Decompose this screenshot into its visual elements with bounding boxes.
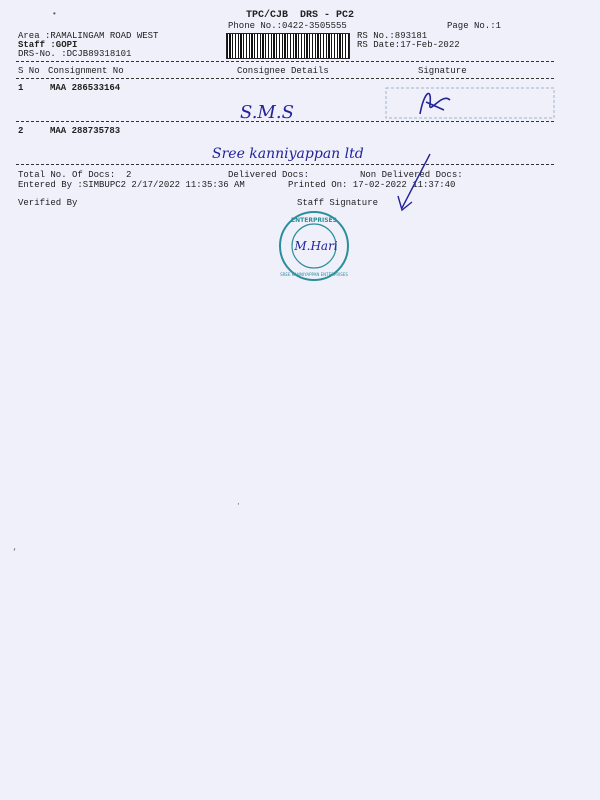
staff-field: Staff :GOPI — [18, 40, 78, 50]
speck-mark: · — [236, 500, 241, 509]
phone-number: Phone No.:0422-3505555 — [228, 21, 347, 31]
col-s-no: S No — [18, 66, 40, 76]
row-consignment-no: MAA 286533164 — [50, 83, 121, 93]
entered-by: Entered By :SIMBUPC2 2/17/2022 11:35:36 AM — [18, 180, 245, 190]
area-field: Area :RAMALINGAM ROAD WEST — [18, 31, 159, 41]
pen-arrow — [392, 150, 442, 216]
company-stamp — [278, 210, 350, 282]
rs-number: RS No.:893181 — [357, 31, 428, 41]
page-number: Page No.:1 — [447, 21, 502, 31]
drs-number: DRS-No. :DCJB89318101 — [18, 49, 132, 59]
stamp-signature: M.Hari — [294, 239, 338, 253]
non-delivered-docs: Non Delivered Docs: — [360, 170, 463, 180]
header-bottom-rule — [16, 78, 554, 79]
barcode — [226, 33, 350, 59]
col-consignment: Consignment No — [48, 66, 124, 76]
rs-date: RS Date:17-Feb-2022 — [357, 40, 460, 50]
total-docs: Total No. Of Docs: 2 — [18, 170, 132, 180]
stamp-bottom-text: SREE KANNIYAPPAN ENTERPRISES — [280, 272, 348, 277]
verified-by: Verified By — [18, 198, 78, 208]
col-consignee: Consignee Details — [237, 66, 329, 76]
document-title: TPC/CJB DRS - PC2 — [246, 10, 355, 21]
row-divider — [16, 121, 554, 122]
row-consignment-no: MAA 288735783 — [50, 126, 121, 136]
printed-on: Printed On: 17-02-2022 11:37:40 — [288, 180, 456, 190]
col-signature: Signature — [418, 66, 467, 76]
row-divider — [16, 164, 554, 165]
handwritten-consignee: Sree kanniyappan ltd — [212, 146, 364, 162]
staff-signature-label: Staff Signature — [297, 198, 379, 208]
header-top-rule — [16, 61, 554, 62]
speck-mark: • — [52, 10, 57, 19]
row-s-no: 1 — [18, 83, 24, 93]
speck-mark: ‘ — [12, 548, 17, 557]
stamp-top-text: ENTERPRISES — [291, 217, 337, 224]
handwritten-consignee: S.M.S — [240, 102, 294, 123]
delivered-docs: Delivered Docs: — [228, 170, 310, 180]
row-s-no: 2 — [18, 126, 24, 136]
